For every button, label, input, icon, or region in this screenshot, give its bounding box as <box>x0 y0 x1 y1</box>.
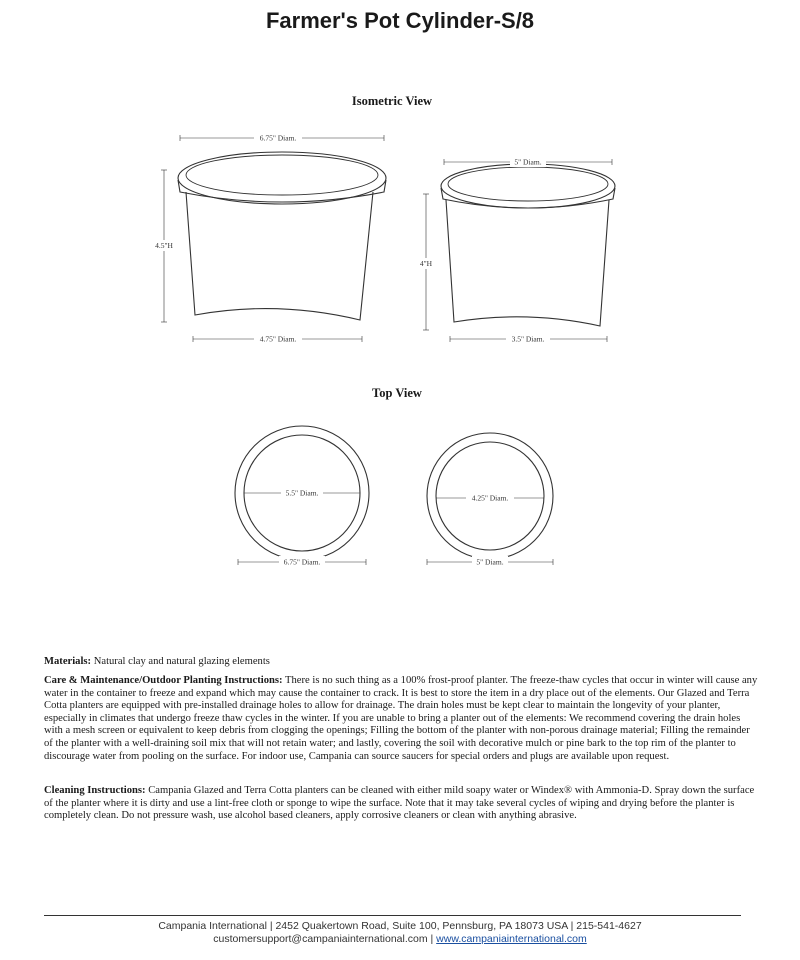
footer-separator: | <box>430 933 434 945</box>
small-inner-diameter-label: 4.25" Diam. <box>471 493 509 503</box>
footer-divider <box>44 915 741 916</box>
care-text: There is no such thing as a 100% frost-proof planter. The freeze-thaw cycles that occur in winter will cause any water in the container to freeze and expand which may cause the container to crack. It is best to store the item in a dry place out of the elements. Our Glazed and Terra Cotta planters are equipped with pre-installed drainage holes to allow for drainage. The drain holes must be kept clear to maintain the longevity of your planter, especially in climates that undergo freeze thaw cycles in the winter. If you are unable to bring a planter out of the elements: We recommend covering the drain holes with a mesh screen or equivalent to keep debris from clogging the openings; Filling the bottom of the planter with non-porous drainage material; Filling the remainder of the planter with a well-draining soil mix that will not retain water; and lastly, covering the soil with decorative mulch or pine bark to the top rim of the planter to discourage water from pooling on the surface. For indoor use, Campania can source saucers for special orders and plugs are available upon request. <box>44 675 758 762</box>
small-height-label: 4"H <box>419 259 433 268</box>
small-pot-isometric <box>441 164 615 326</box>
page-title: Farmer's Pot Cylinder-S/8 <box>265 8 535 33</box>
large-top-diameter-label: 6.75" Diam. <box>259 133 297 143</box>
top-view-heading: Top View <box>372 386 422 400</box>
materials-label: Materials: <box>44 656 92 667</box>
small-outer-diameter-label: 5" Diam. <box>476 557 504 567</box>
small-bottom-diameter-label: 3.5" Diam. <box>511 334 545 344</box>
isometric-view-heading: Isometric View <box>351 94 433 108</box>
materials-paragraph <box>44 656 759 669</box>
footer-address: Campania International | 2452 Quakertown Road, Suite 100, Pennsburg, PA 18073 USA | 215-541-4627 <box>158 920 642 932</box>
care-label: Care & Maintenance/Outdoor Planting Instructions: <box>44 675 283 686</box>
cleaning-text: Campania Glazed and Terra Cotta planters can be cleaned with either mild soapy water or Windex® with Ammonia-D. Spray down the surface of the planter where it is dirty and use a lint-free cloth or sponge to wipe the surface. Note that it may take several cycles of wiping and drying before the planter is completely clean. Do not pressure wash, use alcohol based cleaners, apply corrosive cleaners or clean with anything abrasive. <box>44 785 755 822</box>
large-bottom-diameter-label: 4.75" Diam. <box>259 334 297 344</box>
care-paragraph <box>44 675 759 763</box>
website-link[interactable]: www.campaniainternational.com <box>436 933 587 945</box>
small-top-diameter-label: 5" Diam. <box>514 157 542 167</box>
materials-text: Natural clay and natural glazing elements <box>93 656 270 667</box>
large-pot-isometric <box>178 152 386 320</box>
footer-email: customersupport@campaniainternational.com <box>213 933 428 945</box>
cleaning-paragraph <box>44 785 759 823</box>
footer-contact <box>0 933 800 945</box>
cleaning-label: Cleaning Instructions: <box>44 785 146 796</box>
large-outer-diameter-label: 6.75" Diam. <box>283 557 321 567</box>
large-inner-diameter-label: 5.5" Diam. <box>285 488 319 498</box>
large-height-label: 4.5"H <box>155 241 173 250</box>
